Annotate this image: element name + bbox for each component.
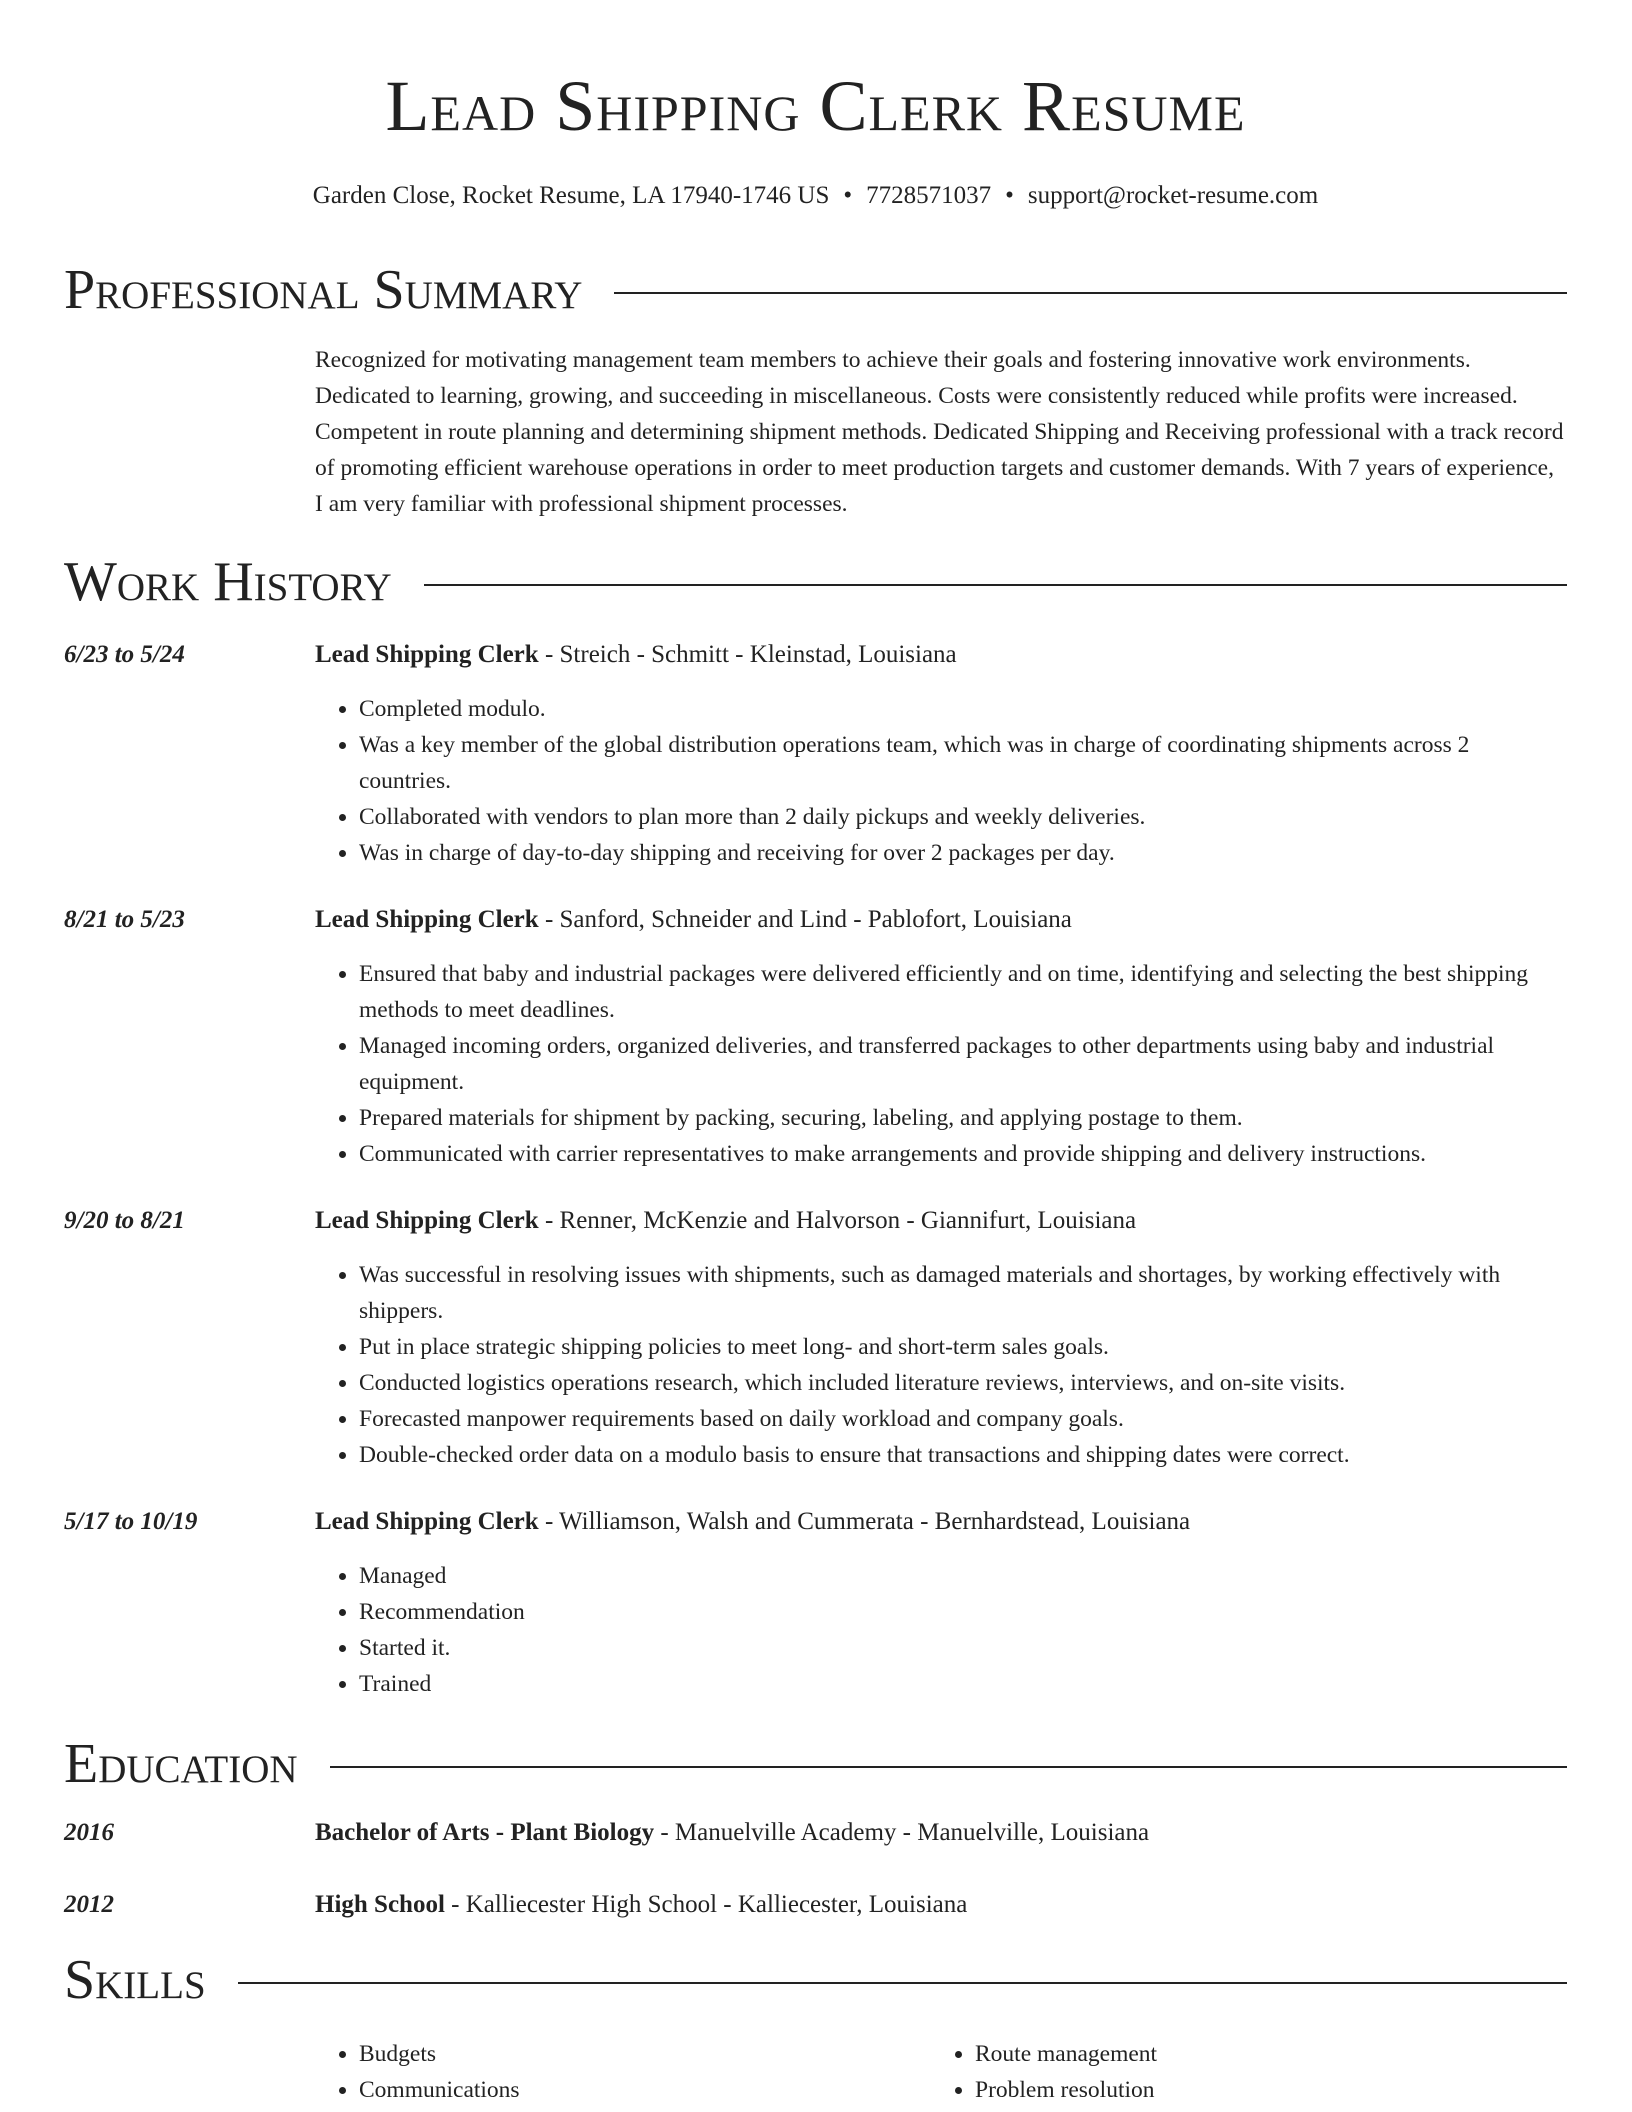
contact-email: support@rocket-resume.com [1027, 182, 1319, 209]
job-bullet: • Communicated with carrier representatives to make arrangements and provide shipping and delivery instructions. [359, 1136, 1567, 1172]
job-employer: - Williamson, Walsh and Cummerata - Bernhardstead, Louisiana [538, 1508, 1191, 1535]
job-bullet: • Trained [359, 1666, 1567, 1702]
contact-line [64, 180, 1567, 212]
skill-item: • Budgets [359, 2036, 931, 2072]
education-degree: High School [315, 1891, 445, 1918]
job-bullet: • Prepared materials for shipment by packing, securing, labeling, and applying postage to them. [359, 1100, 1567, 1136]
section-divider [614, 292, 1567, 294]
summary-section-heading [64, 258, 1567, 322]
skill-item: • Communications [359, 2072, 931, 2108]
job-bullet: • Was successful in resolving issues with shipments, such as damaged materials and shortages, by working effectively with shippers. [359, 1257, 1567, 1329]
resume-title: Lead Shipping Clerk Resume [385, 66, 1246, 146]
education-degree: Bachelor of Arts - Plant Biology [315, 1819, 655, 1846]
job-title: Lead Shipping Clerk [315, 1508, 539, 1535]
work-heading-text: Work History [64, 551, 392, 613]
contact-address: Garden Close, Rocket Resume, LA 17940-1746 US [312, 182, 830, 209]
education-entry [64, 1816, 1567, 1850]
job-bullets [315, 1558, 1567, 1702]
job-bullet: • Recommendation [359, 1594, 1567, 1630]
skills-section-heading [64, 1948, 1567, 2012]
job-bullet: • Started it. [359, 1630, 1567, 1666]
contact-separator: • [843, 182, 853, 209]
skill-item: • Problem resolution [975, 2072, 1157, 2108]
job-entry [64, 903, 1567, 1172]
section-divider [424, 584, 1567, 586]
skills-heading-text: Skills [64, 1949, 206, 2011]
job-employer: - Streich - Schmitt - Kleinstad, Louisiana [538, 641, 957, 668]
education-year: 2016 [64, 1819, 114, 1846]
summary-heading-text: Professional Summary [64, 259, 583, 321]
job-bullets [315, 691, 1567, 871]
job-bullet: • Forecasted manpower requirements based on daily workload and company goals. [359, 1401, 1567, 1437]
job-bullet: • Managed incoming orders, organized deliveries, and transferred packages to other departments using baby and industrial equipment. [359, 1028, 1567, 1100]
job-bullet: • Put in place strategic shipping policies to meet long- and short-term sales goals. [359, 1329, 1567, 1365]
work-section-heading [64, 550, 1567, 614]
education-school: - Manuelville Academy - Manuelville, Louisiana [654, 1819, 1150, 1846]
job-bullet: • Was in charge of day-to-day shipping and receiving for over 2 packages per day. [359, 835, 1567, 871]
job-bullet: • Ensured that baby and industrial packages were delivered efficiently and on time, identifying and selecting the best shipping methods to meet deadlines. [359, 956, 1567, 1028]
job-bullet: • Conducted logistics operations research, which included literature reviews, interviews, and on-site visits. [359, 1365, 1567, 1401]
job-dates: 9/20 to 8/21 [64, 1207, 185, 1234]
job-dates: 8/21 to 5/23 [64, 906, 185, 933]
section-divider [238, 1982, 1567, 1984]
resume-page [64, 0, 1567, 2108]
job-title: Lead Shipping Clerk [315, 906, 539, 933]
education-school: - Kalliecester High School - Kalliecester, Louisiana [444, 1891, 968, 1918]
job-entry [64, 638, 1567, 871]
job-title: Lead Shipping Clerk [315, 641, 539, 668]
job-bullet: • Collaborated with vendors to plan more than 2 daily pickups and weekly deliveries. [359, 799, 1567, 835]
job-bullets [315, 956, 1567, 1172]
section-divider [330, 1766, 1567, 1768]
skill-item: • Route management [975, 2036, 1157, 2072]
education-entry [64, 1888, 1567, 1922]
job-dates: 6/23 to 5/24 [64, 641, 185, 668]
education-year: 2012 [64, 1891, 114, 1918]
job-entry [64, 1505, 1567, 1702]
job-bullet: • Was a key member of the global distribution operations team, which was in charge of coordinating shipments across 2 countries. [359, 727, 1567, 799]
contact-phone: 7728571037 [866, 182, 992, 209]
job-employer: - Sanford, Schneider and Lind - Pablofort, Louisiana [538, 906, 1072, 933]
job-bullets [315, 1257, 1567, 1473]
education-heading-text: Education [64, 1733, 298, 1795]
job-bullet: • Managed [359, 1558, 1567, 1594]
skills-column-right [931, 2036, 1157, 2108]
education-section-heading [64, 1732, 1567, 1796]
job-bullet: • Completed modulo. [359, 691, 1567, 727]
contact-separator: • [1005, 182, 1014, 209]
job-employer: - Renner, McKenzie and Halvorson - Giannifurt, Louisiana [538, 1207, 1137, 1234]
summary-text: Recognized for motivating management team members to achieve their goals and fostering innovative work environments. Dedicated to learning, growing, and succeeding in miscellaneous. Costs were consistently reduced while profits were increased. Competent in route planning and determining shipment methods. Dedicated Shipping and Receiving professional with a track record of promoting efficient warehouse operations in order to meet production targets and customer demands. With 7 years of experience, I am very familiar with professional shipment processes. [315, 347, 1564, 517]
job-title: Lead Shipping Clerk [315, 1207, 539, 1234]
skills-column-left [315, 2036, 931, 2108]
skills-list [315, 2036, 1567, 2108]
job-entry [64, 1204, 1567, 1473]
job-dates: 5/17 to 10/19 [64, 1508, 198, 1535]
job-bullet: • Double-checked order data on a modulo basis to ensure that transactions and shipping dates were correct. [359, 1437, 1567, 1473]
